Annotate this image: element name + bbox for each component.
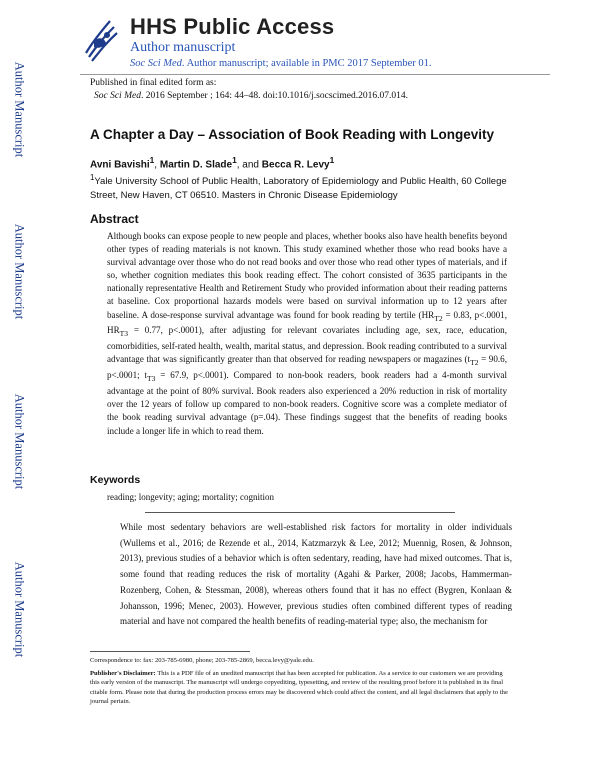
section-divider xyxy=(145,512,455,513)
author-separator: , and xyxy=(236,159,262,171)
keywords-heading: Keywords xyxy=(90,474,141,486)
disclaimer-label: Publisher's Disclaimer: xyxy=(90,670,156,677)
header-divider xyxy=(80,74,550,75)
paper-title: A Chapter a Day – Association of Book Reading with Longevity xyxy=(90,127,495,142)
correspondence-note: Correspondence to: fax: 203-785-6980, phone; 203-785-2869, becca.levy@yale.edu. xyxy=(90,657,314,664)
affiliation-mark: 1 xyxy=(90,173,95,182)
author-affiliation-mark: 1 xyxy=(232,155,237,165)
publication-citation xyxy=(94,91,408,101)
author-name: Avni Bavishi xyxy=(90,159,150,171)
abstract-heading: Abstract xyxy=(90,212,139,226)
header-availability-text: . Author manuscript; available in PMC 2017 September 01. xyxy=(181,58,432,69)
author-name: Martin D. Slade xyxy=(159,159,233,171)
header-availability xyxy=(130,58,432,69)
publication-note: Published in final edited form as: xyxy=(90,78,217,88)
publisher-disclaimer xyxy=(90,669,510,707)
side-label-author-manuscript: Author Manuscript xyxy=(12,393,27,490)
author-name: Becca R. Levy xyxy=(261,159,330,171)
side-label-author-manuscript: Author Manuscript xyxy=(12,561,27,658)
author-affiliation-mark: 1 xyxy=(149,155,155,165)
header-subtitle: Author manuscript xyxy=(130,40,236,55)
body-paragraph: While most sedentary behaviors are well-established risk factors for mortality in older individuals (Wullems et al., 2016; de Rezende et al., 2014, Katzmarzyk & Lee, 2012; Muennig, Rosen, & Johnson, 2013), previous studies of a behavior which is often sedentary, reading, have had mixed outcomes. That is, some found that reading reduces the risk of mortality (Agahi & Parker, 2008; Jacobs, Hammerman-Rozenberg, Cohen, & Stessman, 2008), whereas others found that it has no effect (Bygren, Konlaan & Johansson, 1996; Menec, 2003). However, previous studies often combined different types of reading material and have not compared the health benefits of reading-material type; also, the mechanism for xyxy=(120,522,512,627)
header-journal: Soc Sci Med xyxy=(130,58,182,69)
author-affiliation-mark: 1 xyxy=(329,155,335,165)
side-label-author-manuscript: Author Manuscript xyxy=(12,61,27,158)
abstract-text: Although books can expose people to new people and places, whether books also have health benefits beyond other types of reading materials is not known. This study examined whether those who read books have a survival advantage over those who do not read books and over those who read other types of materials, and if so, whether cognition mediates this book reading effect. The cohort consisted of 3635 participants in the nationally representative Health and Retirement Study who provided information about their reading patterns at baseline. Cox proportional hazards models were based on survival information up to 12 years after baseline. A dose-response survival advantage was found for book reading by tertile ($HR_{T2} = 0.83$, p<.0001, $HR_{T3} = 0.77$, p<.0001), after adjusting for relevant covariates including age, sex, race, education, comorbidities, self-rated health, wealth, marital status, and depression. Book reading contributed to a survival advantage that was significantly greater than that observed for reading newspapers or magazines ($t_{T2} = 90.6$, p<.0001; $t_{T3} = 67.9$, p<.0001). Compared to non-book readers, book readers had a 4-month survival advantage at the point of 80% survival. Book readers also experienced a 20% reduction in risk of mortality over the 12 years of follow up compared to non-book readers. Cognitive score was a complete mediator of the book reading survival advantage (p=.04). These findings suggest that the benefits of reading books include a longer life in which to read them. xyxy=(107,231,507,436)
affiliation xyxy=(90,171,510,203)
keywords-text: reading; longevity; aging; mortality; cognition xyxy=(107,492,274,502)
publication-journal: Soc Sci Med xyxy=(94,91,141,101)
affiliation-text: Yale University School of Public Health, Laboratory of Epidemiology and Public Health, 60 College Street, New Haven, CT 06510. Masters in Chronic Disease Epidemiology xyxy=(90,176,507,202)
header-title: HHS Public Access xyxy=(130,14,335,39)
hhs-eagle-logo-icon xyxy=(80,13,120,65)
publication-citation-text: . 2016 September ; 164: 44–48. doi:10.1016/j.socscimed.2016.07.014. xyxy=(140,91,408,101)
disclaimer-text: This is a PDF file of an unedited manuscript that has been accepted for publication. As a service to our customers we are providing this early version of the manuscript. The manuscript will undergo copyediting, typesetting, and review of the resulting proof before it is published in its final citable form. Please note that during the production process errors may be discovered which could affect the content, and all legal disclaimers that apply to the journal pertain. xyxy=(90,670,508,706)
footnote-divider xyxy=(90,651,250,652)
author-separator: , xyxy=(154,159,160,171)
author-list xyxy=(90,155,334,170)
side-label-author-manuscript: Author Manuscript xyxy=(12,223,27,320)
